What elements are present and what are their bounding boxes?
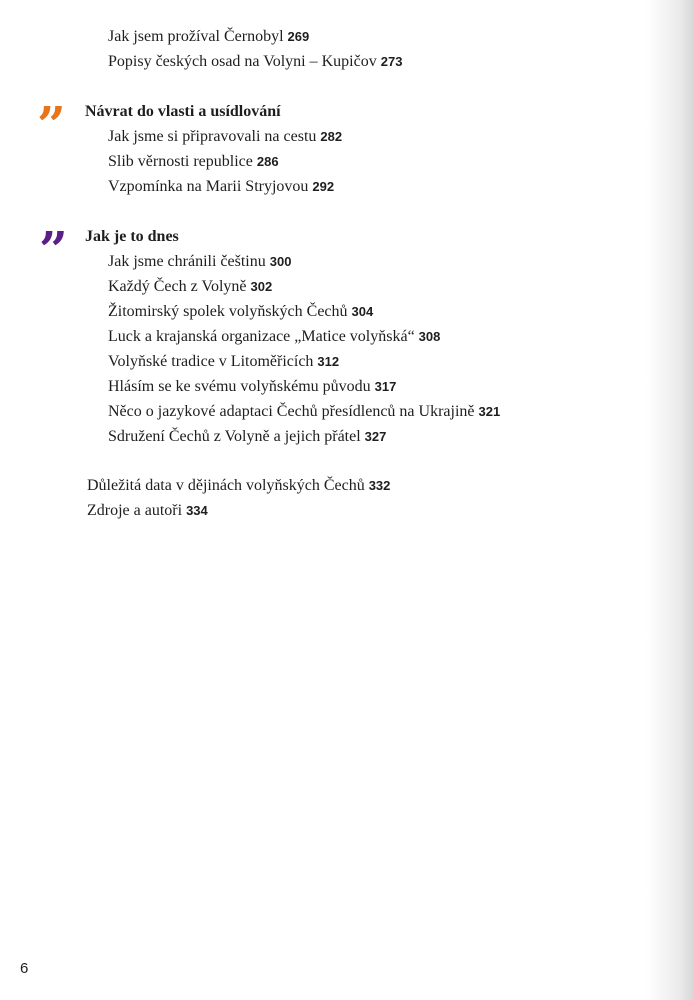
toc-entry[interactable] (108, 327, 440, 347)
toc-entry[interactable] (87, 501, 208, 521)
toc-entry[interactable] (108, 252, 291, 272)
toc-entry-page: 292 (312, 179, 335, 194)
toc-entry-page: 317 (374, 379, 397, 394)
toc-entry-page: 308 (418, 329, 441, 344)
toc-entry-page: 273 (380, 54, 403, 69)
toc-entry-title: Zdroje a autoři (87, 502, 183, 519)
section-title[interactable]: Návrat do vlasti a usídlování (85, 103, 281, 120)
quote-marker-icon: ” (37, 95, 62, 154)
toc-entry[interactable] (108, 377, 396, 397)
toc-entry-page: 312 (317, 354, 340, 369)
toc-entry[interactable] (87, 476, 390, 496)
toc-entry-page: 332 (368, 478, 391, 493)
quote-marker-icon: ” (39, 220, 64, 279)
toc-entry[interactable] (108, 352, 339, 372)
toc-entry-title: Něco o jazykové adaptaci Čechů přesídlenců na Ukrajině (108, 403, 475, 420)
toc-entry[interactable] (108, 152, 279, 172)
toc-entry-title: Hlásím se ke svému volyňskému původu (108, 378, 371, 395)
toc-entry-page: 282 (320, 129, 343, 144)
toc-entry-page: 327 (364, 429, 387, 444)
toc-entry[interactable] (108, 302, 373, 322)
toc-entry-title: Volyňské tradice v Litoměřicích (108, 353, 314, 370)
toc-entry-title: Jak jsme si připravovali na cestu (108, 128, 317, 145)
toc-entry[interactable] (108, 402, 500, 422)
page-number: 6 (20, 960, 29, 977)
toc-entry-page: 334 (186, 503, 208, 518)
section-title[interactable]: Jak je to dnes (85, 228, 179, 245)
toc-entry-page: 300 (269, 254, 292, 269)
toc-entry[interactable] (108, 427, 386, 447)
toc-entry-page: 302 (250, 279, 273, 294)
toc-entry-page: 304 (351, 304, 374, 319)
toc-entry-title: Jak jsem prožíval Černobyl (108, 28, 284, 45)
toc-entry-title: Žitomirský spolek volyňských Čechů (108, 303, 348, 320)
toc-entry[interactable] (108, 177, 334, 197)
toc-entry-page: 321 (478, 404, 501, 419)
toc-entry[interactable] (108, 52, 402, 72)
toc-entry-title: Slib věrnosti republice (108, 153, 253, 170)
toc-entry-title: Jak jsme chránili češtinu (108, 253, 266, 270)
toc-entry-title: Luck a krajanská organizace „Matice volyňská“ (108, 328, 415, 345)
toc-entry-title: Důležitá data v dějinách volyňských Čechů (87, 477, 365, 494)
toc-entry-title: Každý Čech z Volyně (108, 278, 247, 295)
toc-entry-title: Popisy českých osad na Volyni – Kupičov (108, 53, 377, 70)
toc-entry[interactable] (108, 27, 309, 47)
toc-entry[interactable] (108, 127, 342, 147)
toc-entry-page: 269 (287, 29, 310, 44)
toc-entry-page: 286 (256, 154, 279, 169)
toc-entry-title: Vzpomínka na Marii Stryjovou (108, 178, 309, 195)
toc-entry-title: Sdružení Čechů z Volyně a jejich přátel (108, 428, 361, 445)
page-edge-shadow (646, 0, 694, 1000)
toc-entry[interactable] (108, 277, 272, 297)
